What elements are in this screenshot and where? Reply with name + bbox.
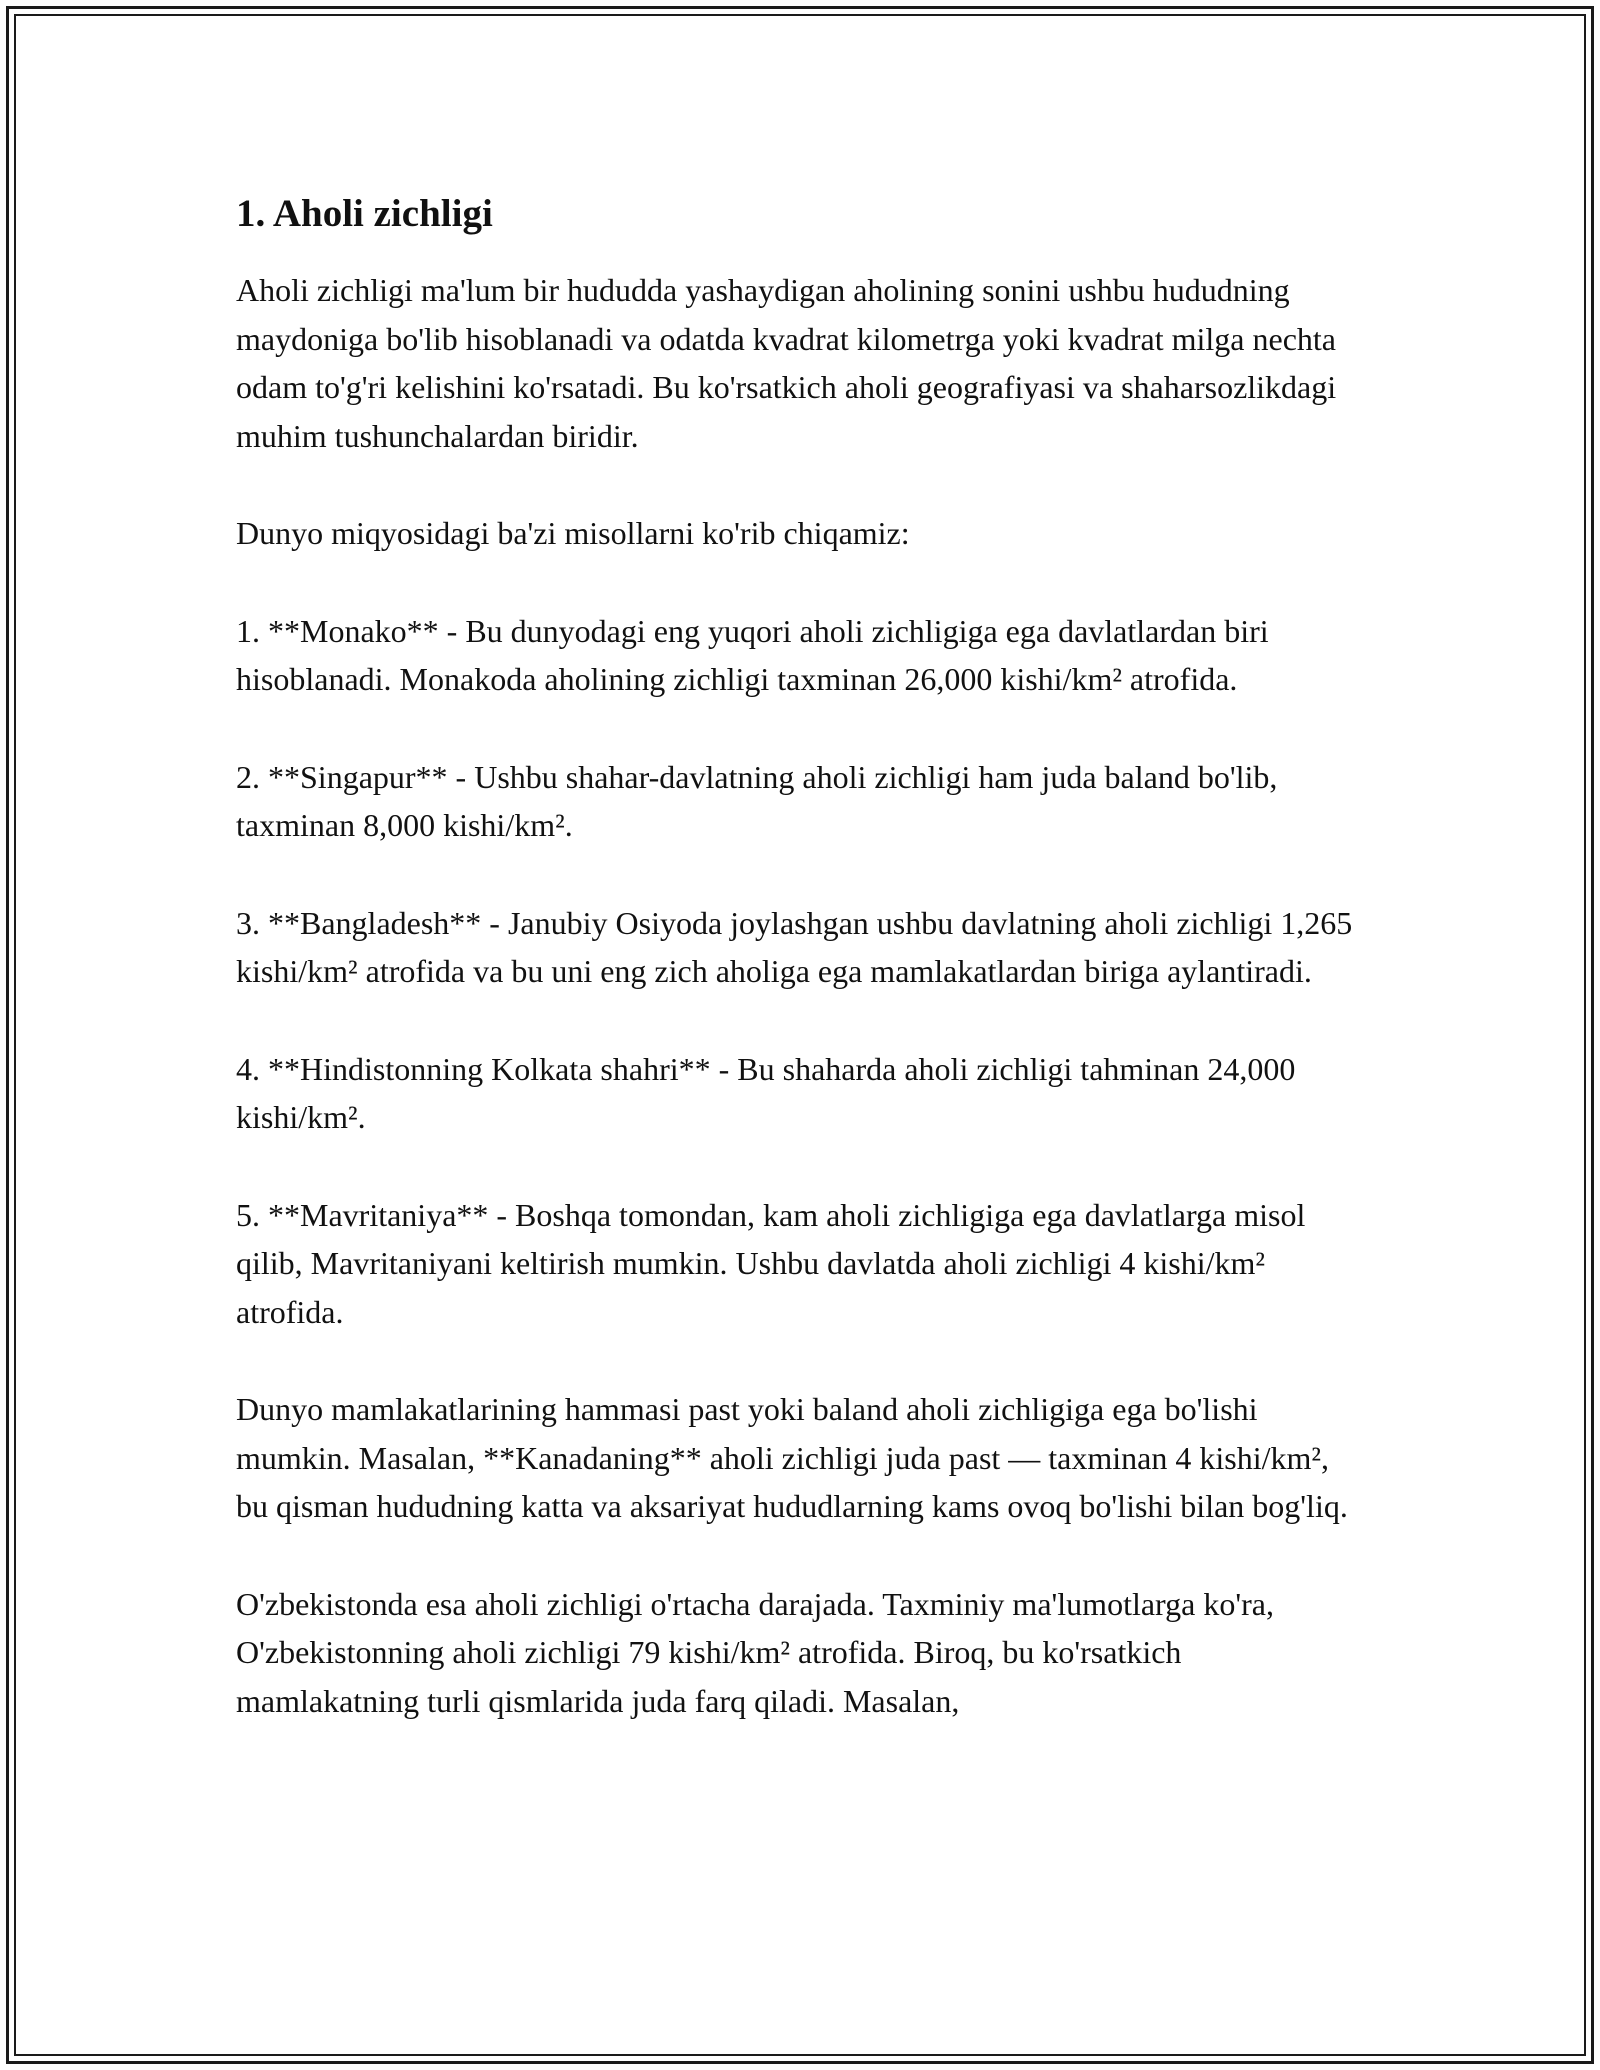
list-item-singapur: 2. **Singapur** - Ushbu shahar-davlatning aholi zichligi ham juda baland bo'lib, taxminan 8,000 kishi/km². <box>236 758 1278 843</box>
paragraph-examples-lead: Dunyo miqyosidagi ba'zi misollarni ko'rib chiqamiz: <box>236 515 910 551</box>
list-item-monako: 1. **Monako** - Bu dunyodagi eng yuqori aholi zichligiga ega davlatlardan biri hisoblanadi. Monakoda aholining zichligi taxminan 26,000 kishi/km² atrofida. <box>236 612 1269 697</box>
document-body <box>236 188 1366 1725</box>
paragraph-uzbekistan: O'zbekistonda esa aholi zichligi o'rtacha darajada. Taxminiy ma'lumotlarga ko'ra, O'zbekistonning aholi zichligi 79 kishi/km² atrofida. Biroq, bu ko'rsatkich mamlakatning turli qismlarida juda farq qiladi. Masalan, <box>236 1585 1274 1719</box>
section-heading: 1. Aholi zichligi <box>236 192 493 235</box>
list-item-mavritaniya: 5. **Mavritaniya** - Boshqa tomondan, kam aholi zichligiga ega davlatlarga misol qilib, Mavritaniyani keltirish mumkin. Ushbu davlatda aholi zichligi 4 kishi/km² atrofida. <box>236 1196 1306 1330</box>
list-item-kolkata: 4. **Hindistonning Kolkata shahri** - Bu shaharda aholi zichligi tahminan 24,000 kishi/km². <box>236 1050 1296 1135</box>
paragraph-intro: Aholi zichligi ma'lum bir hududda yashaydigan aholining sonini ushbu hududning maydoniga bo'lib hisoblanadi va odatda kvadrat kilometrga yoki kvadrat milga nechta odam to'g'ri kelishini ko'rsatadi. Bu ko'rsatkich aholi geografiyasi va shaharsozlikdagi muhim tushunchalardan biridir. <box>236 272 1337 454</box>
paragraph-kanada: Dunyo mamlakatlarining hammasi past yoki baland aholi zichligiga ega bo'lishi mumkin. Masalan, **Kanadaning** aholi zichligi juda past — taxminan 4 kishi/km², bu qisman hududning katta va aksariyat hududlarning kams ovoq bo'lishi bilan bog'liq. <box>236 1391 1348 1524</box>
list-item-bangladesh: 3. **Bangladesh** - Janubiy Osiyoda joylashgan ushbu davlatning aholi zichligi 1,265 kishi/km² atrofida va bu uni eng zich aholiga ega mamlakatlardan biriga aylantiradi. <box>236 904 1353 989</box>
